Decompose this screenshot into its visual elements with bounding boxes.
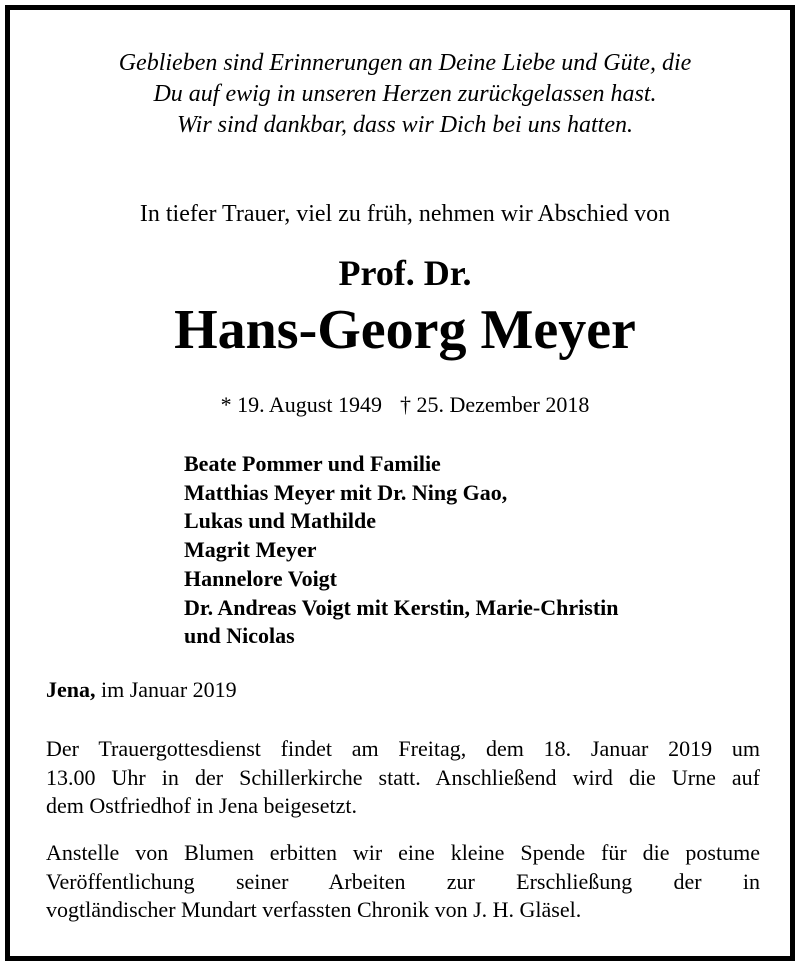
memorial-poem — [10, 48, 800, 141]
academic-title: Prof. Dr. — [338, 253, 472, 293]
paragraph-line: Veröffentlichung seiner Arbeiten zur Erschließung der in — [46, 868, 760, 894]
mourner-line: Dr. Andreas Voigt mit Kerstin, Marie-Christin — [184, 594, 619, 620]
mourner-line: Matthias Meyer mit Dr. Ning Gao, — [184, 479, 508, 505]
paragraph-line: Der Trauergottesdienst findet am Freitag, dem 18. Januar 2019 um — [46, 736, 760, 761]
paragraph-line: vogtländischer Mundart verfassten Chronik von J. H. Gläsel. — [46, 897, 582, 922]
place-date-text: im Januar 2019 — [101, 677, 237, 702]
poem-line: Wir sind dankbar, dass wir Dich bei uns hatten. — [176, 112, 633, 138]
notice-frame — [5, 5, 795, 961]
death-date: † 25. Dezember 2018 — [399, 392, 590, 417]
paragraph-line: 13.00 Uhr in der Schillerkirche statt. Anschließend wird die Urne auf — [46, 764, 760, 790]
intro-text: In tiefer Trauer, viel zu früh, nehmen wir Abschied von — [139, 201, 671, 227]
paragraph-line: Anstelle von Blumen erbitten wir eine kleine Spende für die postume — [46, 840, 760, 865]
service-paragraph — [46, 735, 760, 821]
mourners-list — [184, 450, 619, 651]
poem-line: Du auf ewig in unseren Herzen zurückgelassen hast. — [153, 81, 657, 107]
place-city: Jena, — [46, 677, 96, 702]
place-date — [46, 677, 237, 703]
paragraph-line: dem Ostfriedhof in Jena beigesetzt. — [46, 793, 357, 818]
mourner-line: Lukas und Mathilde — [184, 508, 376, 534]
mourner-line: und Nicolas — [184, 623, 295, 649]
donation-paragraph — [46, 839, 760, 925]
mourner-line: Magrit Meyer — [184, 537, 317, 563]
mourner-line: Beate Pommer und Familie — [184, 451, 441, 476]
birth-date: * 19. August 1949 — [220, 392, 382, 417]
life-dates — [10, 392, 800, 418]
poem-line: Geblieben sind Erinnerungen an Deine Liebe und Güte, die — [118, 50, 692, 76]
deceased-name: Hans-Georg Meyer — [174, 299, 636, 361]
mourner-line: Hannelore Voigt — [184, 565, 338, 591]
